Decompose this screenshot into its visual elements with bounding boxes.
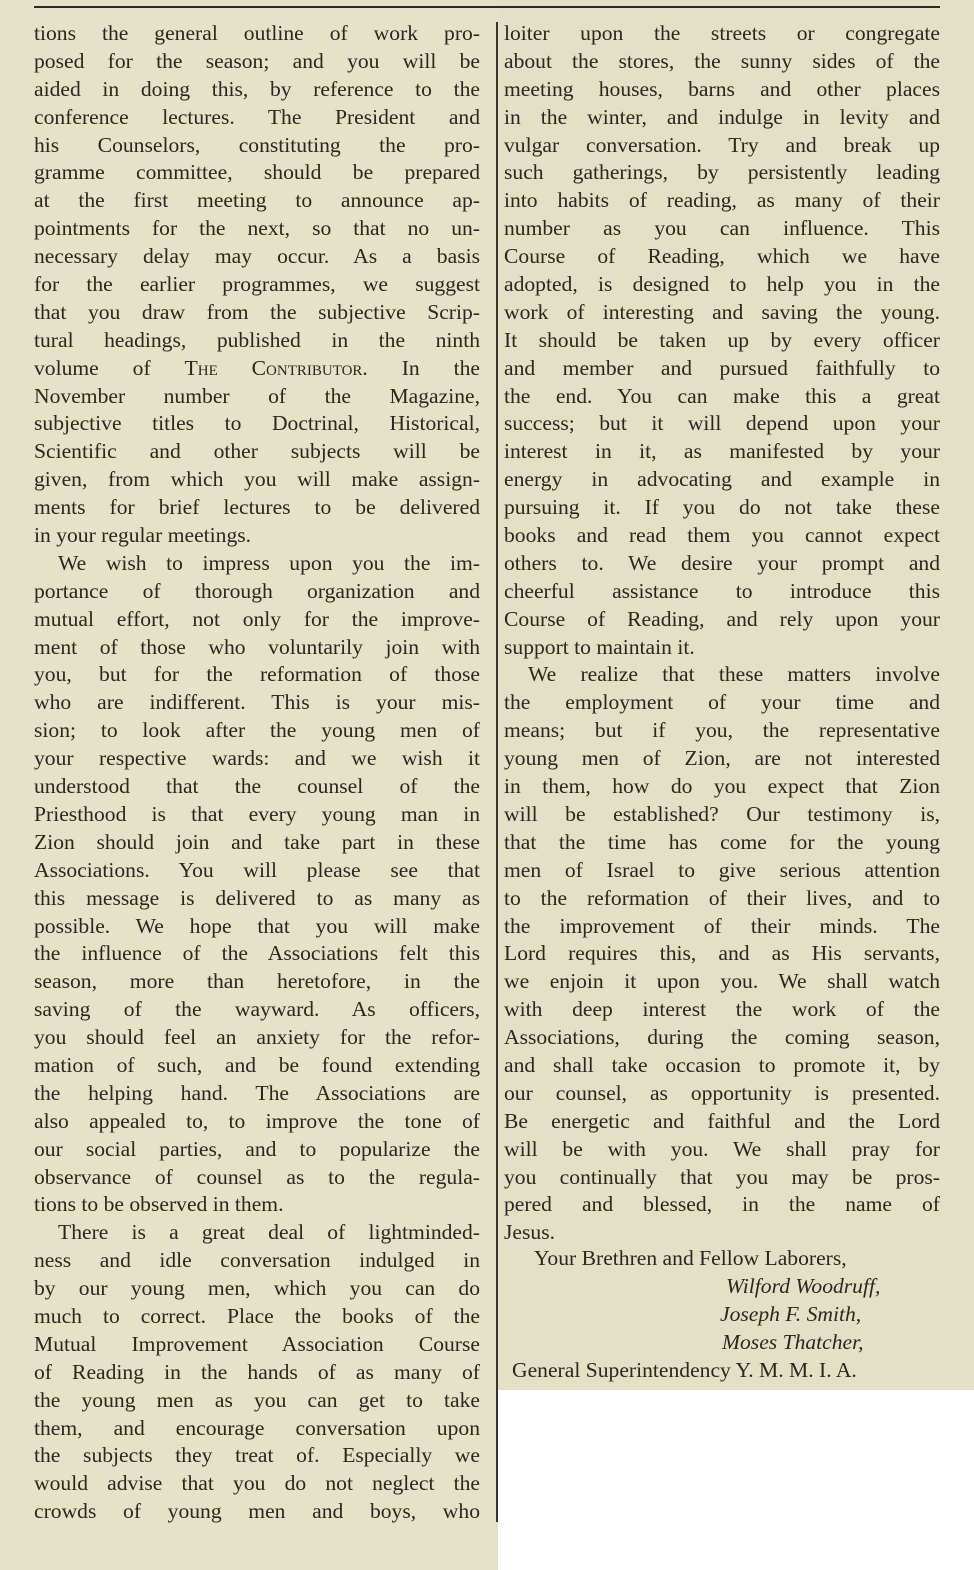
signature-name: Moses Thatcher,	[722, 1330, 864, 1354]
text-line: crowds of young men and boys, who	[34, 1499, 480, 1524]
text-line: you, but for the reformation of those	[34, 662, 480, 687]
text-line: you should feel an anxiety for the refor-	[34, 1025, 480, 1050]
text-line: the end. You can make this a great	[504, 383, 940, 408]
text-line: much to correct. Place the books of the	[34, 1303, 480, 1328]
text-line: posed for the season; and you will be	[34, 48, 480, 73]
text-line: Jesus.	[504, 1220, 555, 1245]
text-line: pered and blessed, in the name of	[504, 1192, 940, 1217]
text-line: by our young men, which you can do	[34, 1276, 480, 1301]
text-line: We wish to impress upon you the im-	[58, 550, 480, 575]
text-line: pointments for the next, so that no un-	[34, 216, 480, 241]
text-line: of Reading in the hands of as many of	[34, 1359, 480, 1384]
text-line: your respective wards: and we wish it	[34, 746, 480, 771]
text-line: also appealed to, to improve the tone of	[34, 1108, 480, 1133]
text-line: the young men as you can get to take	[34, 1387, 480, 1412]
text-line: others to. We desire your prompt and	[504, 550, 940, 575]
text-line: ment of those who voluntarily join with	[34, 634, 480, 659]
text-line: who are indifferent. This is your mis-	[34, 690, 480, 715]
text-line: Zion should join and take part in these	[34, 829, 480, 854]
text-line: energy in advocating and example in	[504, 467, 940, 492]
text-line: portance of thorough organization and	[34, 578, 480, 603]
text-line: his Counselors, constituting the pro-	[34, 132, 480, 157]
text-line: the helping hand. The Associations are	[34, 1080, 480, 1105]
text-line: this message is delivered to as many as	[34, 885, 480, 910]
text-line: you continually that you may be pros-	[504, 1164, 940, 1189]
text-line: that the time has come for the young	[504, 829, 940, 854]
text-line: given, from which you will make assign-	[34, 467, 480, 492]
text-line: Course of Reading, and rely upon your	[504, 606, 940, 631]
text-line: with deep interest the work of the	[504, 997, 940, 1022]
text-line: adopted, is designed to help you in the	[504, 272, 940, 297]
text-line: meeting houses, barns and other places	[504, 76, 940, 101]
text-line: we enjoin it upon you. We shall watch	[504, 969, 940, 994]
signature-block	[504, 1244, 944, 1384]
text-line: understood that the counsel of the	[34, 774, 480, 799]
text-line: Associations. You will please see that	[34, 857, 480, 882]
text-line: young men of Zion, are not interested	[504, 746, 940, 771]
left-column	[34, 20, 480, 1526]
text-line: success; but it will depend upon your	[504, 411, 940, 436]
text-line: support to maintain it.	[504, 634, 695, 659]
text-line: will be with you. We shall pray for	[504, 1136, 940, 1161]
text-line: There is a great deal of lightminded-	[58, 1220, 480, 1245]
text-line: our social parties, and to popularize the	[34, 1136, 480, 1161]
text-line: gramme committee, should be prepared	[34, 160, 480, 185]
text-line: about the stores, the sunny sides of the	[504, 48, 940, 73]
text-line: mutual effort, not only for the improve-	[34, 606, 480, 631]
signature-greeting: Your Brethren and Fellow Laborers,	[534, 1246, 847, 1270]
text-line: loiter upon the streets or congregate	[504, 21, 940, 45]
text-line: saving of the wayward. As officers,	[34, 997, 480, 1022]
text-line: ness and idle conversation indulged in	[34, 1248, 480, 1273]
text-line: aided in doing this, by reference to the	[34, 76, 480, 101]
text-line: the influence of the Associations felt this	[34, 941, 480, 966]
text-line: them, and encourage conversation upon	[34, 1415, 480, 1440]
text-line: Be energetic and faithful and the Lord	[504, 1108, 940, 1133]
text-line: November number of the Magazine,	[34, 383, 480, 408]
text-line: sion; to look after the young men of	[34, 718, 480, 743]
text-line: interest in it, as manifested by your	[504, 439, 940, 464]
text-line: ments for brief lectures to be delivered	[34, 495, 480, 520]
text-line: and shall take occasion to promote it, by	[504, 1052, 940, 1077]
signature-name: Joseph F. Smith,	[720, 1302, 862, 1326]
text-line: to the reformation of their lives, and to	[504, 885, 940, 910]
text-line: season, more than heretofore, in the	[34, 969, 480, 994]
text-line: Lord requires this, and as His servants,	[504, 941, 940, 966]
text-line: Scientific and other subjects will be	[34, 439, 480, 464]
text-line: work of interesting and saving the young.	[504, 299, 940, 324]
text-line: will be established? Our testimony is,	[504, 801, 940, 826]
text-line: the subjects they treat of. Especially we	[34, 1443, 480, 1468]
text-line: We realize that these matters involve	[528, 662, 940, 687]
text-line: in the winter, and indulge in levity and	[504, 104, 940, 129]
text-line: at the first meeting to announce ap-	[34, 188, 480, 213]
text-line: vulgar conversation. Try and break up	[504, 132, 940, 157]
text-line: pursuing it. If you do not take these	[504, 495, 940, 520]
signature-name: Wilford Woodruff,	[726, 1274, 881, 1298]
text-line: into habits of reading, as many of their	[504, 188, 940, 213]
text-line: would advise that you do not neglect the	[34, 1471, 480, 1496]
text-line: tions to be observed in them.	[34, 1192, 284, 1217]
text-line: such gatherings, by persistently leading	[504, 160, 940, 185]
text-line: the employment of your time and	[504, 690, 940, 715]
signature-title: General Superintendency Y. M. M. I. A.	[512, 1358, 857, 1382]
text-line: that you draw from the subjective Scrip-	[34, 299, 480, 324]
text-line: necessary delay may occur. As a basis	[34, 244, 480, 269]
text-line: Course of Reading, which we have	[504, 244, 940, 269]
text-line: men of Israel to give serious attention	[504, 857, 940, 882]
text-line: books and read them you cannot expect	[504, 523, 940, 548]
text-line: Associations, during the coming season,	[504, 1025, 940, 1050]
text-line: means; but if you, the representative	[504, 718, 940, 743]
text-line: tions the general outline of work pro-	[34, 21, 480, 45]
text-line: tural headings, published in the ninth	[34, 327, 480, 352]
text-line: the improvement of their minds. The	[504, 913, 940, 938]
text-line: possible. We hope that you will make	[34, 913, 480, 938]
column-divider	[496, 22, 498, 1522]
text-line: in them, how do you expect that Zion	[504, 774, 940, 799]
text-fragment: volume of	[34, 355, 185, 380]
text-line: mation of such, and be found extending	[34, 1052, 480, 1077]
magazine-title: The Contributor	[184, 355, 363, 380]
text-line: for the earlier programmes, we suggest	[34, 272, 480, 297]
text-line: number as you can influence. This	[504, 216, 940, 241]
text-line: subjective titles to Doctrinal, Historical,	[34, 411, 480, 436]
text-fragment: . In the	[362, 355, 480, 380]
text-line: It should be taken up by every officer	[504, 327, 940, 352]
text-line: our counsel, as opportunity is presented.	[504, 1080, 940, 1105]
text-line: cheerful assistance to introduce this	[504, 578, 940, 603]
header-rule	[34, 6, 940, 8]
text-line	[34, 355, 480, 383]
text-line: conference lectures. The President and	[34, 104, 480, 129]
text-line: observance of counsel as to the regula-	[34, 1164, 480, 1189]
text-line: in your regular meetings.	[34, 523, 252, 548]
text-line: and member and pursued faithfully to	[504, 355, 940, 380]
text-line: Mutual Improvement Association Course	[34, 1331, 480, 1356]
right-column	[504, 20, 940, 1247]
text-line: Priesthood is that every young man in	[34, 801, 480, 826]
